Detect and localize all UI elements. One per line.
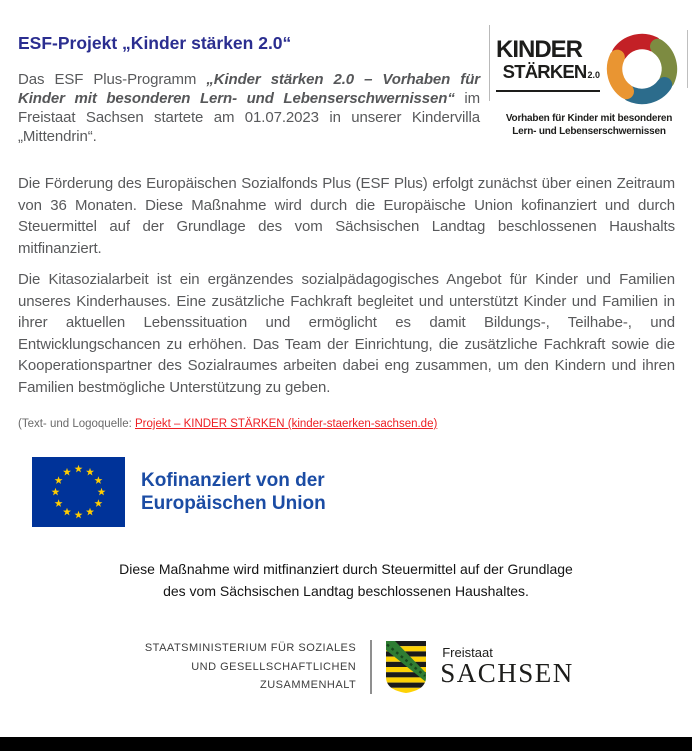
logo-word-staerken: STÄRKEN <box>502 61 587 82</box>
logo-tagline <box>496 113 682 138</box>
saxony-coat-of-arms-icon <box>386 641 426 693</box>
logo-tagline-line1: Vorhaben für Kinder mit besonderen <box>505 113 673 124</box>
source-line <box>18 418 675 430</box>
state-name: SACHSEN <box>440 658 574 689</box>
paragraph-funding: Die Förderung des Europäischen Sozialfonds Plus (ESF Plus) erfolgt zunächst über einen Zeitraum von 36 Monaten. Diese Maßnahme wird durch die Europäische Union kofinanziert und durch Steuermittel auf der Grundlage des vom Sächsischen Landtag beschlossenen Haushalts mitfinanziert. <box>18 175 675 257</box>
kinder-staerken-logo <box>496 31 682 138</box>
eu-funding-label-line1: Kofinanziert von der <box>141 469 325 491</box>
paragraph-kitasozialarbeit: Die Kitasozialarbeit ist ein ergänzendes sozialpädagogisches Angebot für Kinder und Familien unseres Kinderhauses. Eine zusätzliche Fachkraft begleitet und unterstützt Kinder und Familien in ihrer aktuellen Lebenssituation und ermöglicht es damit Bildungs-, Teilhabe-, und Entwicklungschancen zu erhöhen. Das Team der Einrichtung, die zusätzliche Fachkraft sowie die Kooperationspartner des Sozialraumes arbeiten dabei eng zusammen, um den Kindern und ihren Familien bestmögliche Unterstützung zu geben. <box>18 271 675 396</box>
freistaat-sachsen-wordmark <box>440 646 574 687</box>
ministry-line1: STAATSMINISTERIUM FÜR SOZIALES <box>144 642 357 654</box>
ministry-footer <box>0 639 692 695</box>
source-prefix: (Text- und Logoquelle: <box>18 418 135 430</box>
tax-note: Diese Maßnahme wird mitfinanziert durch Steuermittel auf der Grundlage des vom Sächsischen Landtag beschlossenen Haushaltes. <box>119 561 573 599</box>
logo-tagline-line2: Lern- und Lebenserschwernissen <box>512 125 666 137</box>
logo-underline <box>496 90 600 92</box>
kinder-staerken-swirl-icon <box>602 29 682 109</box>
eu-funding-block <box>32 457 692 527</box>
paragraph-intro <box>18 70 480 146</box>
logo-frame-line <box>489 25 490 101</box>
ministry-line3: ZUSAMMENHALT <box>259 679 357 691</box>
ministry-name <box>118 639 356 695</box>
paragraph-intro-prefix: Das ESF Plus-Programm <box>18 71 207 88</box>
logo-word-kinder: KINDER <box>496 36 583 63</box>
eu-funding-label-line2: Europäischen Union <box>141 493 326 514</box>
paragraph-intro-emphasis: „Kinder stärken 2.0 – Vorhaben für Kinder mit besonderen Lern- und Lebenserschwernissen“ <box>18 71 480 107</box>
source-link[interactable]: Projekt – KINDER STÄRKEN (kinder-staerken-sachsen.de) <box>135 418 438 430</box>
bottom-bar <box>0 737 692 751</box>
ministry-line2: UND GESELLSCHAFTLICHEN <box>191 660 357 673</box>
paragraph-intro-suffix: im Freistaat Sachsen startete am 01.07.2023 in unserer Kindervilla „Mittendrin“. <box>18 90 480 145</box>
state-prefix: Freistaat <box>442 645 493 661</box>
footer-divider <box>370 640 372 694</box>
eu-funding-label <box>141 469 326 516</box>
logo-version: 2.0 <box>587 70 600 80</box>
page-title: ESF-Projekt „Kinder stärken 2.0“ <box>18 33 292 53</box>
eu-flag-icon <box>32 457 125 527</box>
right-edge-line <box>687 30 688 88</box>
